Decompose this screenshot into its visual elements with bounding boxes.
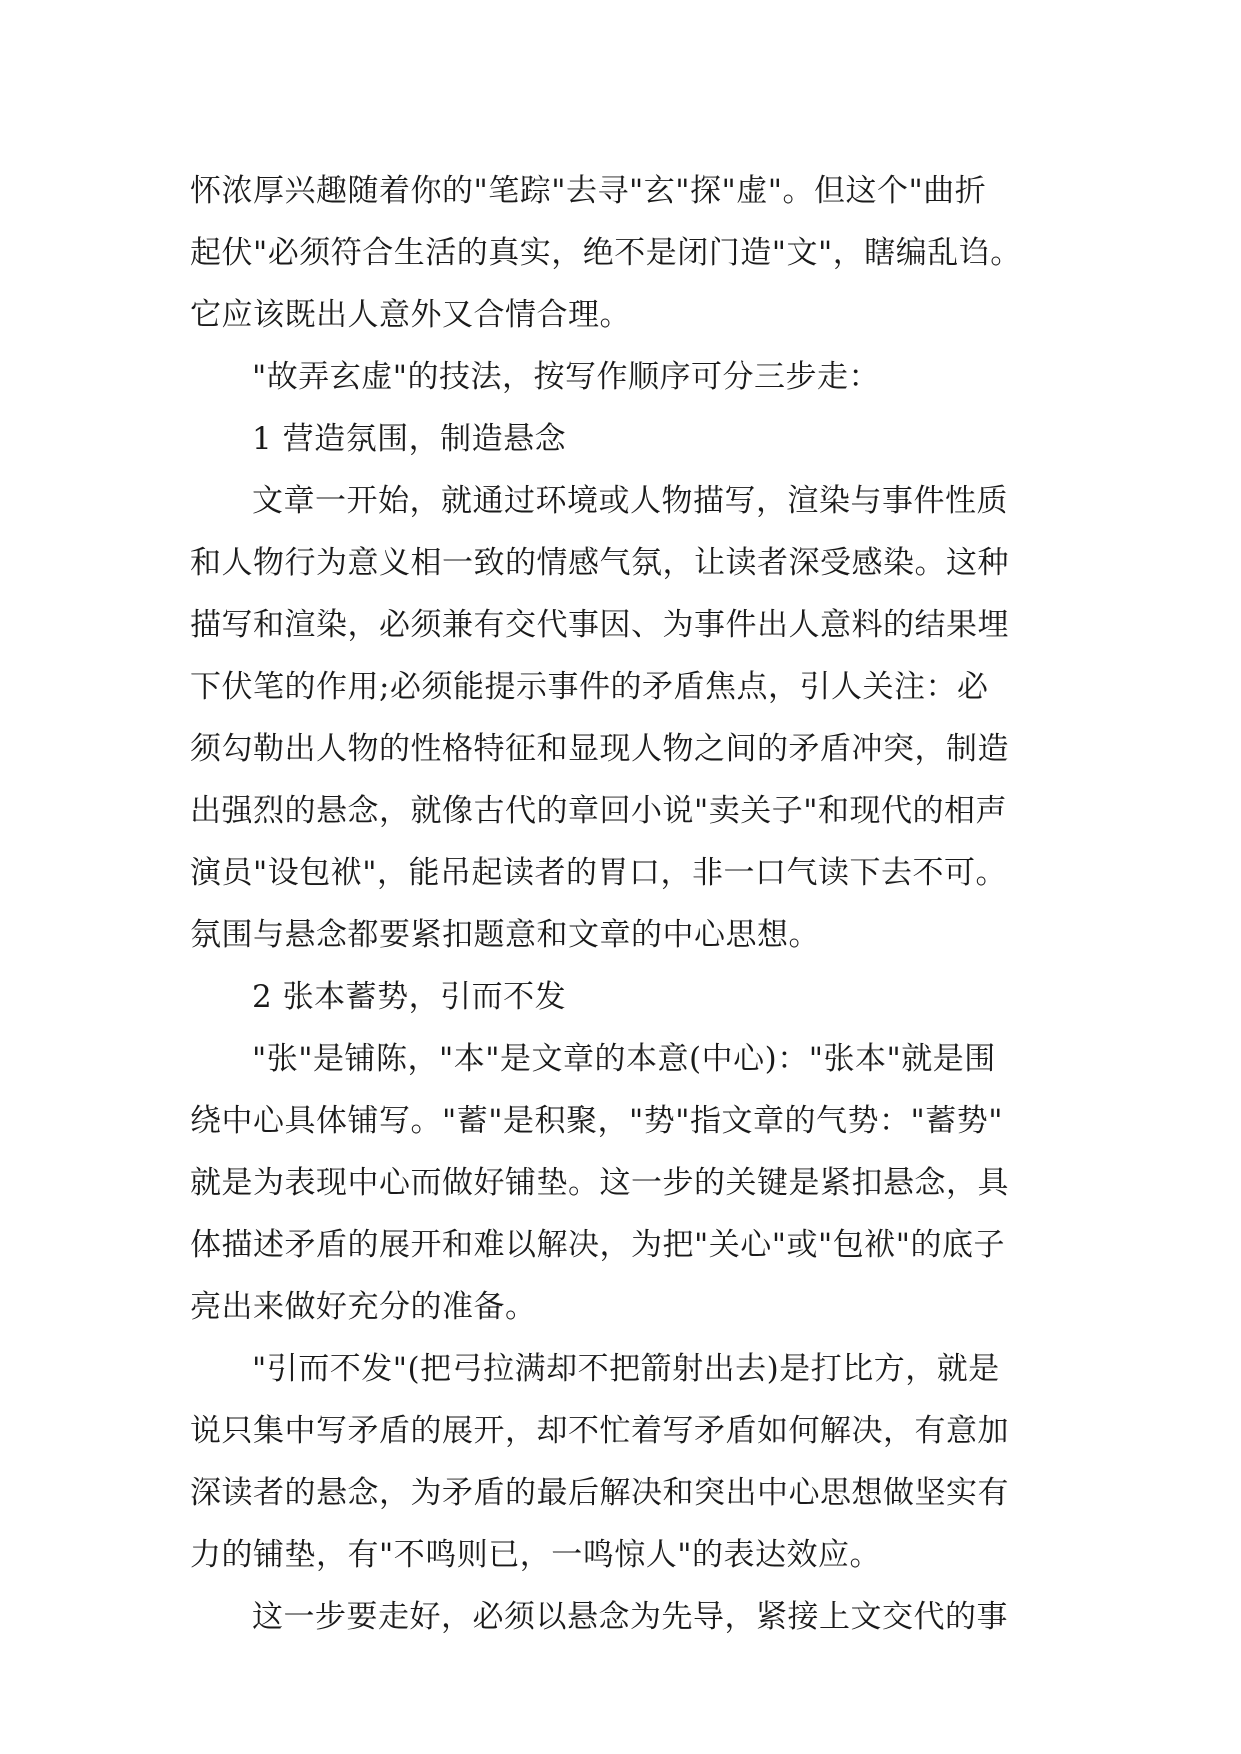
text-line: 就是为表现中心而做好铺垫。这一步的关键是紧扣悬念，具	[190, 1165, 1009, 1201]
text-line: 深读者的悬念，为矛盾的最后解决和突出中心思想做坚实有	[190, 1475, 1009, 1511]
text-line: 起伏"必须符合生活的真实，绝不是闭门造"文"，瞎编乱诌。	[190, 235, 1022, 271]
document-body	[190, 160, 1070, 1648]
paragraph-start-line: "引而不发"(把弓拉满却不把箭射出去)是打比方，就是	[252, 1351, 1000, 1387]
paragraph-start-line: "故弄玄虚"的技法，按写作顺序可分三步走：	[252, 359, 881, 395]
text-line: 氛围与悬念都要紧扣题意和文章的中心思想。	[190, 917, 820, 953]
text-line: 出强烈的悬念，就像古代的章回小说"卖关子"和现代的相声	[190, 793, 1008, 829]
text-line: 演员"设包袱"，能吊起读者的胃口，非一口气读下去不可。	[190, 855, 1008, 891]
text-line: 和人物行为意义相一致的情感气氛，让读者深受感染。这种	[190, 545, 1009, 581]
text-line: 绕中心具体铺写。"蓄"是积聚，"势"指文章的气势："蓄势"	[190, 1103, 1004, 1139]
paragraph-start-line: "张"是铺陈，"本"是文章的本意(中心)："张本"就是围	[252, 1041, 996, 1077]
text-line: 描写和渲染，必须兼有交代事因、为事件出人意料的结果埋	[190, 607, 1009, 643]
paragraph-start-line: 文章一开始，就通过环境或人物描写，渲染与事件性质	[252, 483, 1008, 519]
section-heading: 2 张本蓄势，引而不发	[252, 979, 567, 1015]
text-line: 它应该既出人意外又合情合理。	[190, 297, 631, 333]
section-heading: 1 营造氛围，制造悬念	[252, 421, 567, 457]
text-line: 体描述矛盾的展开和难以解决，为把"关心"或"包袱"的底子	[190, 1227, 1006, 1263]
text-line: 说只集中写矛盾的展开，却不忙着写矛盾如何解决，有意加	[190, 1413, 1009, 1449]
text-line: 力的铺垫，有"不鸣则已，一鸣惊人"的表达效应。	[190, 1537, 882, 1573]
text-line: 须勾勒出人物的性格特征和显现人物之间的矛盾冲突，制造	[190, 731, 1009, 767]
text-line: 怀浓厚兴趣随着你的"笔踪"去寻"玄"探"虚"。但这个"曲折	[190, 173, 987, 209]
text-line: 亮出来做好充分的准备。	[190, 1289, 537, 1325]
text-line: 下伏笔的作用;必须能提示事件的矛盾焦点，引人关注：必	[190, 669, 989, 705]
paragraph-start-line: 这一步要走好，必须以悬念为先导，紧接上文交代的事	[252, 1599, 1008, 1635]
